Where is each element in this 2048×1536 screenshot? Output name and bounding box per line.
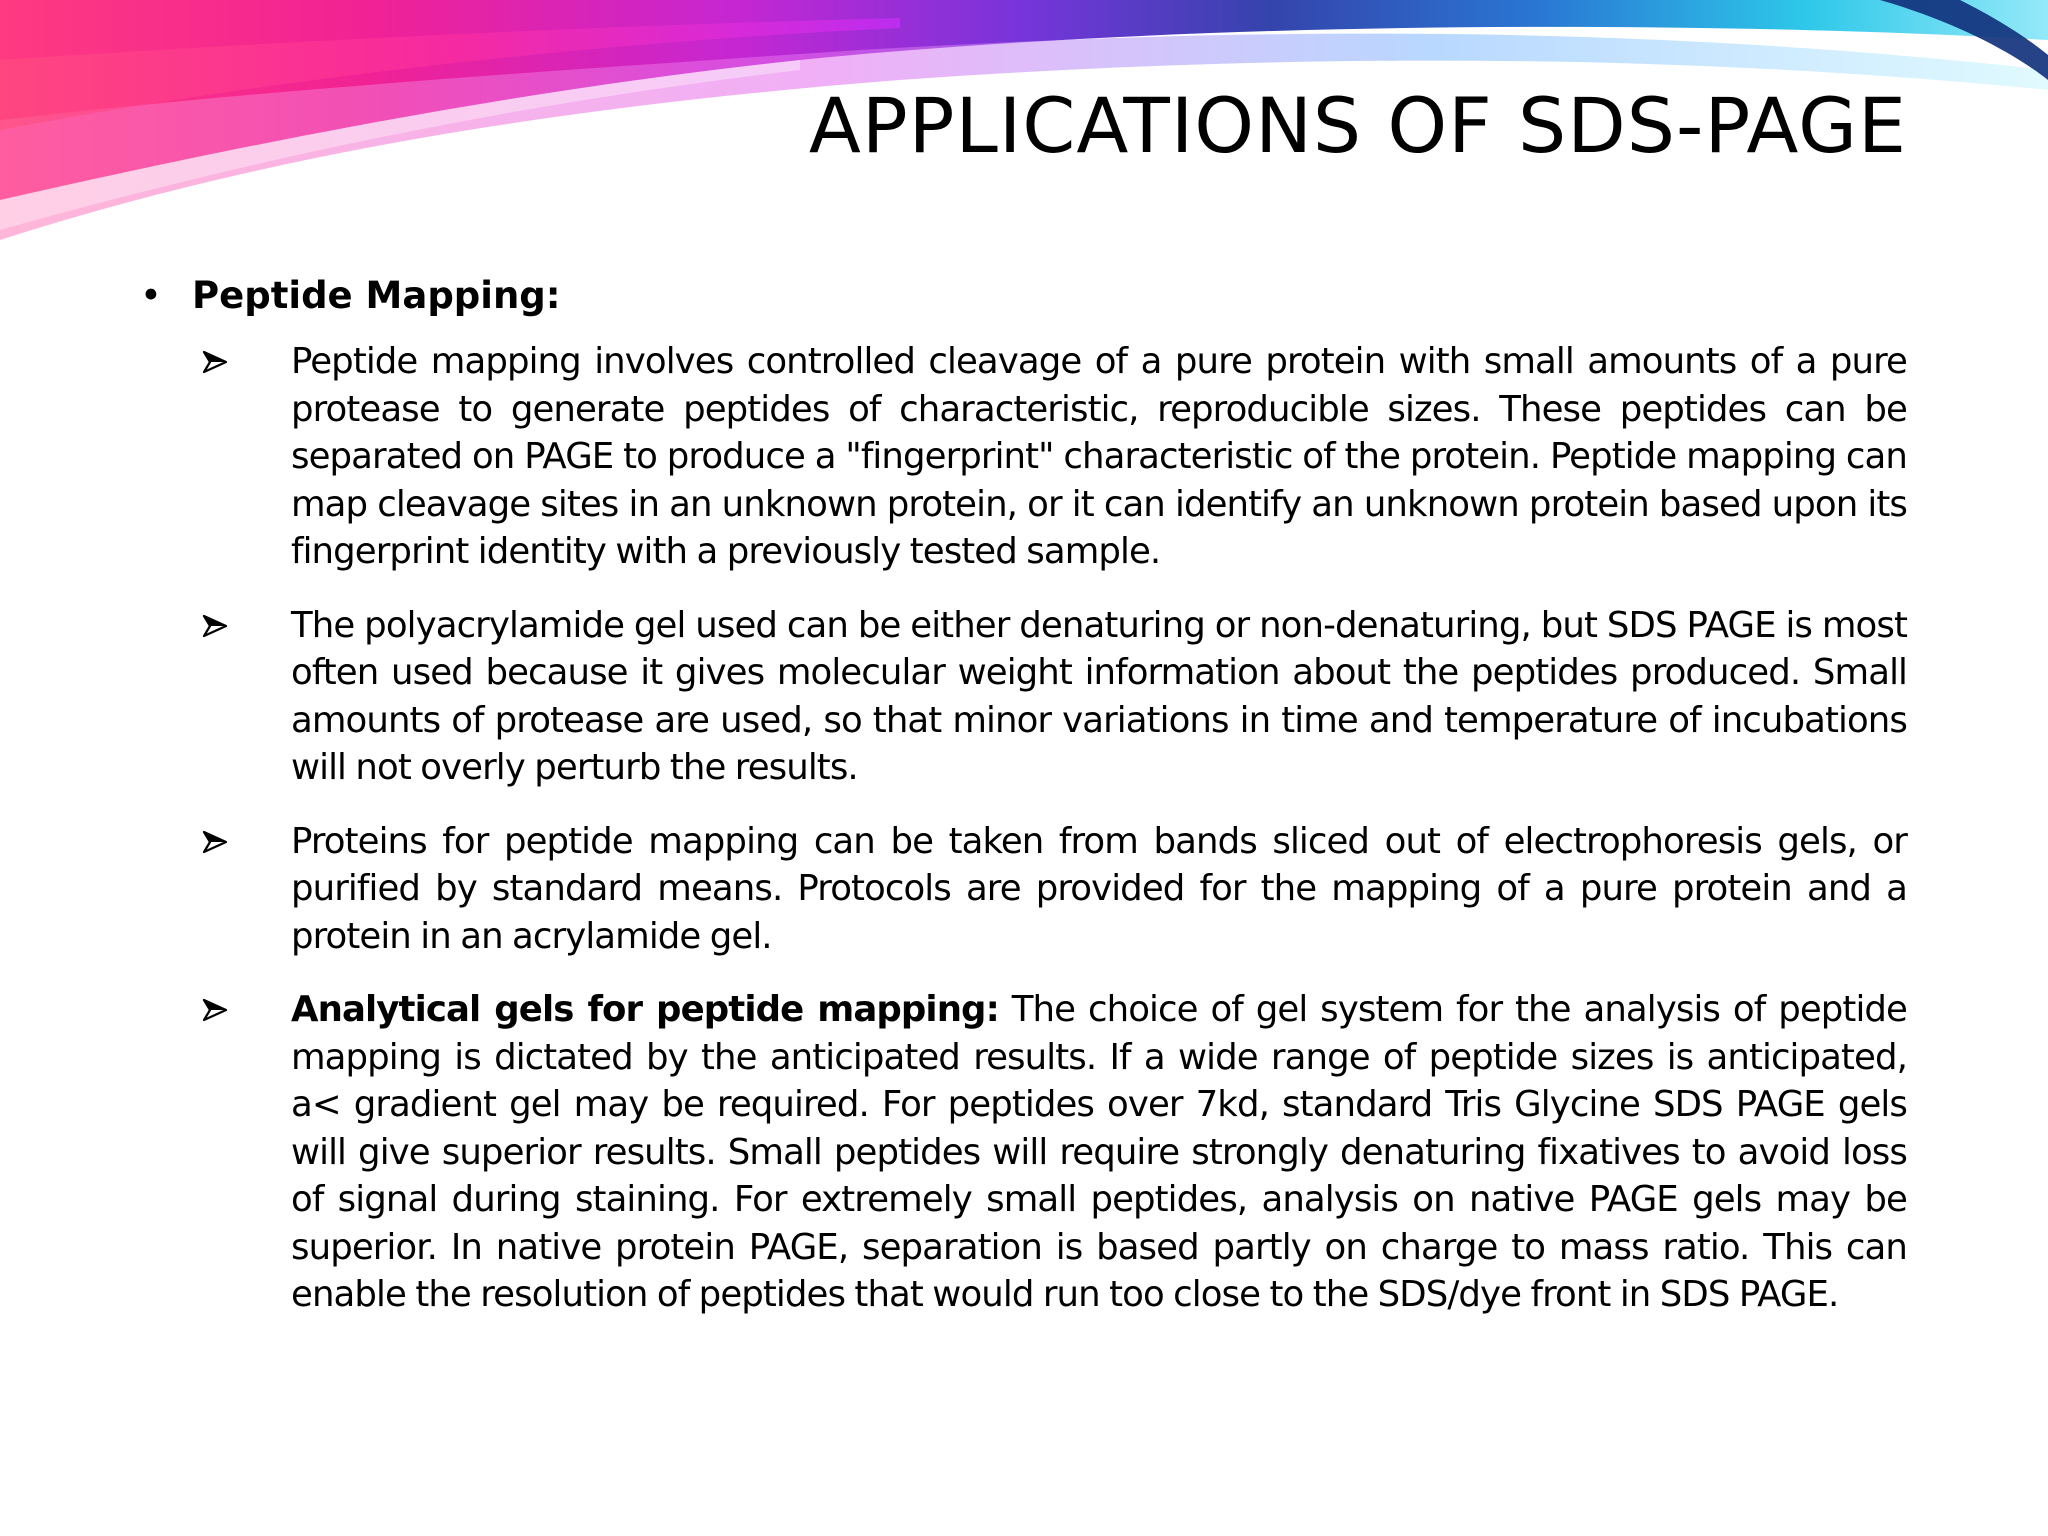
list-item-text: Peptide mapping involves controlled cleavage of a pure protein with small amounts of a pure protease to generate peptides of characteristic, reproducible sizes. These peptides can be separated on PAGE to produce a "fingerprint" characteristic of the protein. Peptide mapping can map cleavage sites in an unknown protein, or it can identify an unknown protein based upon its fingerprint identity with a previously tested sample. (291, 341, 1907, 572)
section-heading (140, 272, 1907, 320)
bullet-icon: • (140, 274, 162, 317)
list-item-text: The polyacrylamide gel used can be either denaturing or non-denaturing, but SDS PAGE is most often used because it gives molecular weight information about the peptides produced. Small amounts of protease are used, so that minor variations in time and temperature of incubations will not overly perturb the results. (291, 604, 1907, 788)
arrowhead-bullet-icon (202, 986, 291, 1034)
arrowhead-bullet-icon (202, 602, 291, 650)
section-heading-label: Peptide Mapping: (192, 274, 561, 317)
list-item-lead: Analytical gels for peptide mapping: (291, 989, 999, 1030)
list-item-body: The choice of gel system for the analysis of peptide mapping is dictated by the anticipated results. If a wide range of peptide sizes is anticipated, a< gradient gel may be required. For peptides over 7kd, standard Tris Glycine SDS PAGE gels will give superior results. Small peptides will require strongly denaturing fixatives to avoid loss of signal during staining. For extremely small peptides, analysis on native PAGE gels may be superior. In native protein PAGE, separation is based partly on charge to mass ratio. This can enable the resolution of peptides that would run too close to the SDS/dye front in SDS PAGE. (291, 989, 1907, 1315)
list-item (202, 986, 1907, 1319)
list-item-text: Proteins for peptide mapping can be taken from bands sliced out of electrophoresis gels, or purified by standard means. Protocols are provided for the mapping of a pure protein and a protein in an acrylamide gel. (291, 820, 1907, 957)
slide-title: APPLICATIONS OF SDS-PAGE (808, 81, 1907, 170)
slide-content (140, 272, 1907, 1345)
arrowhead-bullet-icon (202, 818, 291, 866)
list-item-text (291, 986, 1907, 1319)
list-item (202, 818, 1907, 961)
list-item (202, 338, 1907, 576)
arrowhead-bullet-icon (202, 338, 291, 386)
list-item (202, 602, 1907, 792)
bullet-list (140, 338, 1907, 1319)
